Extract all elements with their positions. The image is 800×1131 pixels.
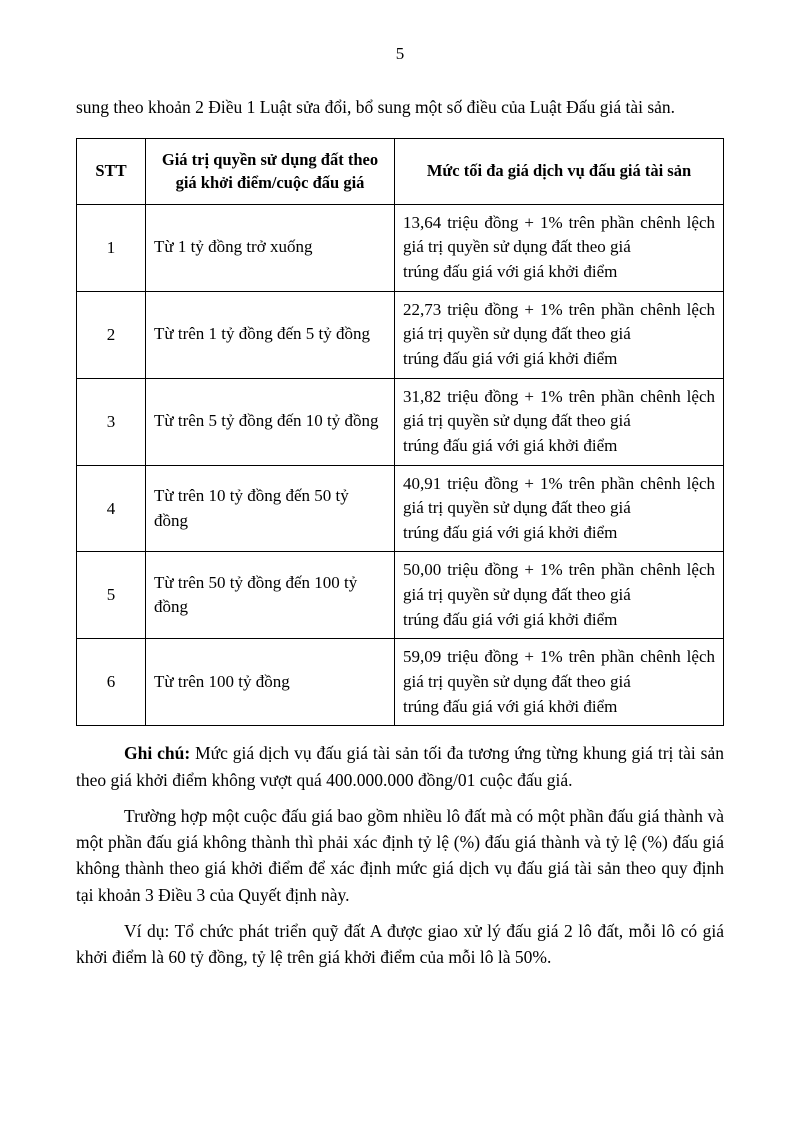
cell-fee-last: trúng đấu giá với giá khởi điểm [403,348,618,368]
header-land-value: Giá trị quyền sử dụng đất theo giá khởi điểm/cuộc đấu giá [146,139,395,205]
fee-schedule-table [76,138,724,726]
cell-stt: 4 [77,465,146,552]
table-row [77,639,724,726]
header-max-fee: Mức tối đa giá dịch vụ đấu giá tài sản [395,139,724,205]
page-number: 5 [395,44,405,63]
cell-stt: 1 [77,204,146,291]
cell-land-value: Từ trên 50 tỷ đồng đến 100 tỷ đồng [146,552,395,639]
table-row [77,291,724,378]
cell-max-fee [395,552,724,639]
table-header-row [77,139,724,205]
cell-stt: 2 [77,291,146,378]
cell-max-fee [395,465,724,552]
cell-fee-last: trúng đấu giá với giá khởi điểm [403,262,618,282]
header-stt: STT [77,139,146,205]
cell-fee-last: trúng đấu giá với giá khởi điểm [403,696,618,716]
cell-fee-main: 40,91 triệu đồng + 1% trên phần chênh lệch giá trị quyền sử dụng đất theo giá [403,473,715,518]
cell-fee-main: 31,82 triệu đồng + 1% trên phần chênh lệch giá trị quyền sử dụng đất theo giá [403,386,715,431]
cell-stt: 5 [77,552,146,639]
note-label: Ghi chú: [124,743,191,764]
cell-land-value: Từ trên 5 tỷ đồng đến 10 tỷ đồng [146,378,395,465]
cell-fee-last: trúng đấu giá với giá khởi điểm [403,435,618,455]
table-row [77,378,724,465]
cell-fee-main: 59,09 triệu đồng + 1% trên phần chênh lệch giá trị quyền sử dụng đất theo giá [403,647,715,692]
table-row [77,204,724,291]
paragraph-2: Trường hợp một cuộc đấu giá bao gồm nhiều lô đất mà có một phần đấu giá thành và một phần đấu giá không thành thì phải xác định tỷ lệ (%) đấu giá thành và tỷ lệ (%) đấu giá không thành theo giá khởi điểm để xác định mức giá dịch vụ đấu giá tài sản theo quy định tại khoản 3 Điều 3 của Quyết định này. [76,805,724,905]
cell-stt: 3 [77,378,146,465]
intro-paragraph: sung theo khoản 2 Điều 1 Luật sửa đổi, bổ sung một số điều của Luật Đấu giá tài sản. [76,97,676,117]
cell-max-fee [395,291,724,378]
cell-max-fee [395,639,724,726]
cell-fee-last: trúng đấu giá với giá khởi điểm [403,522,618,542]
table-row [77,465,724,552]
table-head [77,139,724,205]
cell-max-fee [395,204,724,291]
note-text: Mức giá dịch vụ đấu giá tài sản tối đa tương ứng từng khung giá trị tài sản theo giá khởi điểm không vượt quá 400.000.000 đồng/01 cuộc đấu giá. [76,743,724,790]
cell-land-value: Từ trên 100 tỷ đồng [146,639,395,726]
table-row [77,552,724,639]
note-paragraph [76,740,724,793]
cell-land-value: Từ 1 tỷ đồng trở xuống [146,204,395,291]
cell-fee-main: 13,64 triệu đồng + 1% trên phần chênh lệch giá trị quyền sử dụng đất theo giá [403,212,715,257]
paragraph-3: Ví dụ: Tổ chức phát triển quỹ đất A được giao xử lý đấu giá 2 lô đất, mỗi lô có giá khởi điểm là 60 tỷ đồng, tỷ lệ trên giá khởi điểm của mỗi lô là 50%. [76,920,724,968]
table-body [77,204,724,726]
cell-fee-last: trúng đấu giá với giá khởi điểm [403,609,618,629]
cell-fee-main: 22,73 triệu đồng + 1% trên phần chênh lệch giá trị quyền sử dụng đất theo giá [403,299,715,344]
cell-fee-main: 50,00 triệu đồng + 1% trên phần chênh lệch giá trị quyền sử dụng đất theo giá [403,560,715,605]
cell-land-value: Từ trên 10 tỷ đồng đến 50 tỷ đồng [146,465,395,552]
cell-land-value: Từ trên 1 tỷ đồng đến 5 tỷ đồng [146,291,395,378]
cell-max-fee [395,378,724,465]
cell-stt: 6 [77,639,146,726]
